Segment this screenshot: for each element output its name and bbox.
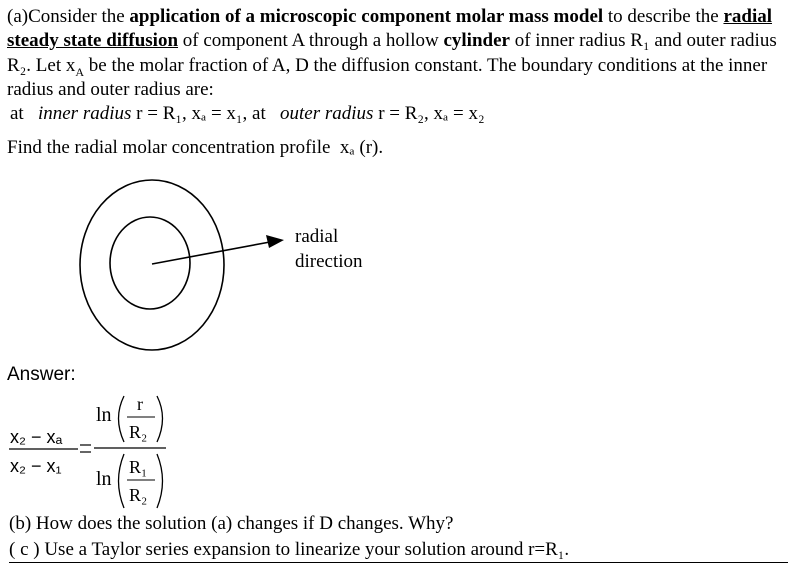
outer-circle — [80, 180, 224, 350]
label-radial: radial — [295, 226, 339, 247]
qa-mid2: of component A through a hollow — [178, 30, 444, 52]
paren-right-top — [157, 396, 163, 442]
qa-bold-model: application of a microscopic component molar mass model — [129, 6, 604, 27]
qa-mid3: of inner radius R₁ and outer radius R₂. Let x — [7, 30, 777, 76]
question-c — [9, 539, 569, 561]
paren-right-bottom — [157, 454, 163, 508]
radial-arrow-line — [152, 242, 270, 264]
qa-sub-a: A — [75, 64, 85, 79]
radial-direction-label — [295, 224, 363, 274]
ln-denominator: ln — [96, 468, 112, 490]
qa-underlined-term: radial steady state diffusion — [7, 6, 773, 52]
question-a-text — [7, 5, 782, 103]
bc-condition-2: r = R₂, xₐ = x₂ — [378, 103, 485, 124]
ln-numerator: ln — [96, 404, 112, 426]
answer-formula — [0, 388, 200, 513]
R1-over: R₁ — [129, 457, 148, 477]
bottom-rule — [9, 562, 788, 563]
find-expression: xₐ (r). — [339, 137, 384, 158]
bc-condition-1: r = R₁, xₐ = x₁, at — [136, 103, 266, 124]
question-b: (b) How does the solution (a) changes if D changes. Why? — [9, 513, 454, 534]
bc-inner-radius: inner radius — [37, 103, 132, 124]
paren-left-top — [119, 396, 125, 442]
r-over: r — [137, 394, 143, 414]
qa-prefix: (a)Consider the — [7, 6, 130, 27]
boundary-conditions — [10, 103, 485, 125]
paren-left-bottom — [119, 454, 125, 508]
formula-numerator-left: x₂ − xₐ — [10, 427, 63, 447]
inner-circle — [110, 217, 190, 309]
question-c-text: ( c ) Use a Taylor series expansion to linearize your solution around r=R₁. — [9, 539, 570, 560]
label-direction: direction — [295, 251, 363, 272]
find-text: Find the radial molar concentration profile — [7, 137, 331, 158]
qa-bold-cylinder: cylinder — [443, 30, 510, 52]
answer-label: Answer: — [7, 364, 76, 385]
qa-mid4: be the molar fraction of A, D the diffusion constant. The boundary conditions at the inner radius and outer radius are: — [7, 54, 768, 101]
qa-mid1: to describe the — [603, 6, 724, 27]
R2-under-bottom: R₂ — [129, 485, 148, 505]
formula-denominator-left: x₂ − x₁ — [10, 456, 62, 476]
bc-outer-radius: outer radius — [280, 103, 374, 124]
radial-arrow-head — [266, 235, 284, 248]
bc-at: at — [10, 103, 24, 124]
find-profile-text — [7, 137, 383, 159]
R2-under-top: R₂ — [129, 422, 148, 442]
